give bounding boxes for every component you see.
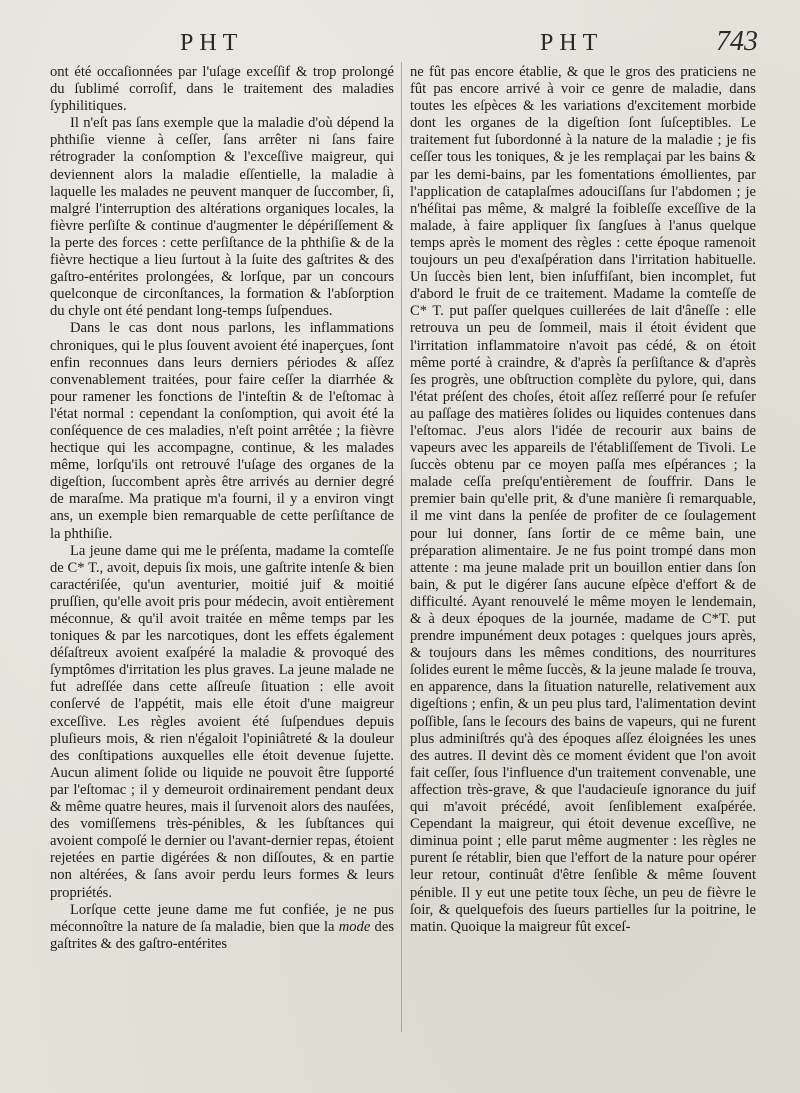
- left-paragraph-4: La jeune dame qui me le préſenta, madame la comteſſe de C* T., avoit, depuis ſix mois, une gaſtrite intenſe & bien caractériſée, qu'un aventurier, moitié juif & moitié pruſſien, qu'elle avoit pris pour médecin, avoit entièrement méconnue, & qu'il avoit traitée en même temps par les toniques & par les narcotiques, dont les effets également déſaſtreux avoient exaſpéré la maladie & provoqué des ſymptômes d'irritation les plus graves. La jeune malade ne fut adreſſée dans cette aſſreuſe ſituation : elle avoit conſervé de l'appétit, mais elle étoit d'une maigreur exceſſive. Les règles avoient été ſuſpendues depuis pluſieurs mois, & rien n'égaloit l'opiniâtreté & la douleur des conſtipations auxquelles elle étoit devenue ſujette. Aucun aliment ſolide ou liquide ne pouvoit être ſupporté par l'eſtomac ; il y demeuroit ordinairement pendant deux & même quatre heures, mais il ſurvenoit alors des nauſées, des vomiſſemens très-pénibles, & les ſubſtances qui avoient compoſé le dernier ou l'avant-dernier repas, étoient rejetées en partie digérées & non diſſoutes, & en partie non altérées, & ſans avoir perdu leurs formes & leurs propriétés.: [50, 542, 394, 901]
- left-paragraph-2: Il n'eſt pas ſans exemple que la maladie d'où dépend la phthiſie vienne à ceſſer, ſans arrêter ni ſans faire rétrograder la conſomption & l'exceſſive maigreur, qui deviennent alors la maladie eſſentielle, la maladie à laquelle les malades ne peuvent manquer de ſuccomber, ſi, malgré l'interruption des altérations organiques locales, la fièvre perſiſte & continue d'augmenter le dépériſſement & la perte des forces : cette perſiſtance de la phthiſie & de la fièvre hectique a lieu ſurtout à la ſuite des gaſtrites & des gaſtro-entérites prolongées, & lorſque, par un concours quelconque de circonſtances, la formation & l'abſorption du chyle ont été pendant long-temps ſuſpendues.: [50, 115, 394, 320]
- left-paragraph-3: Dans le cas dont nous parlons, les inflammations chroniques, qui le plus ſouvent avoient été inaperçues, ſont enfin reconnues dans leurs derniers périodes & aſſez convenablement traitées, pour faire ceſſer la diarrhée & pour ramener les fonctions de l'inteſtin & de l'eſtomac à l'état normal : cependant la conſomption, qui avoit été la conſéquence de ces maladies, n'eſt point arrêtée ; la fièvre hectique qui les accompagne, continue, & les malades même, lorſqu'ils ont retrouvé l'uſage des organes de la digeſtion, ſuccombent après être arrivés au dernier degré de maraſme. Ma pratique m'a fourni, il y a environ vingt ans, un exemple bien remarquable de cette perſiſtance de la phthiſie.: [50, 320, 394, 542]
- running-head-right: PHT: [540, 30, 604, 56]
- left-paragraph-5-end: des gaſtrites & des gaſtro-entérites: [50, 918, 394, 952]
- right-column: [410, 64, 756, 936]
- left-paragraph-5-text: Lorſque cette jeune dame me fut confiée, je ne pus méconnoître la nature de ſa maladie, bien que la: [50, 901, 394, 935]
- italic-word-mode: mode: [338, 918, 371, 935]
- page-header: [0, 26, 800, 60]
- right-paragraph-1: ne fût pas encore établie, & que le gros des praticiens ne fût pas encore arrivé à voir ce genre de maladie, dans toutes les eſpèces & les variations d'excitement morbide dont les organes de la digeſtion ſont ſuſceptibles. Le traitement fut ſubordonné à la nature de la maladie ; je fis ceſſer tous les toniques, & je les remplaçai par les bains & par les demi-bains, par les fomentations émollientes, par l'application de cataplaſmes adouciſſans ſur l'abdomen ; je n'héſitai pas même, & malgré la foibleſſe exceſſive de la malade, à faire appliquer ſix ſangſues à l'anus quelque temps après le moment des règles : cette époque ramenoit toujours un peu d'exaſpération dans l'irritation habituelle. Un ſuccès bien lent, bien inſuffiſant, bien incomplet, fut d'abord le fruit de ce traitement. Madame la comteſſe de C* T. put paſſer quelques cuillerées de lait d'âneſſe : elle retrouva un peu de ſommeil, mais il étoit évident que l'irritation inflammatoire n'avoit pas cédé, & on étoit même porté à craindre, & d'après ſa perſiſtance & d'après ſes progrès, une obſtruction complète du pylore, qui, dans l'état préſent des choſes, étoit aſſez reſſerré pour ſe refuſer au paſſage des matières ſolides ou liquides contenues dans l'eſtomac. J'eus alors l'idée de recourir aux bains de vapeurs avec les appareils de l'établiſſement de Tivoli. Le ſuccès obtenu par ce moyen paſſa mes eſpérances ; la malade ceſſa preſqu'entièrement de ſouffrir. Dans le premier bain qu'elle prit, & d'une manière ſi remarquable, il me vint dans la penſée de profiter de ce ſoulagement pour lui donner, ſans ſortir de ce même bain, une préparation alimentaire. Je ne fus point trompé dans mon attente : ma jeune malade prit un bouillon entier dans ſon bain, & put le digérer ſans aucune eſpèce d'effort & de difficulté. Ayant renouvelé le même moyen le lendemain, & à deux époques de la journée, madame de C*T. put prendre impunément deux potages : quelques jours après, & toujours dans les mêmes conditions, des nourritures ſolides eurent le même ſuccès, & la jeune malade ſe trouva, en apparence, dans la ſituation naturelle, relativement aux digeſtions ; enfin, & un peu plus tard, l'alimentation devint poſſible, ſans le ſecours des bains de vapeurs, qui ne furent plus adminiſtrés qu'à des époques aſſez éloignées les unes des autres. Il devint dès ce moment évident que l'on avoit fait ceſſer, ſous l'influence d'un traitement convenable, une affection très-grave, & que l'audacieuſe ignorance du juif qui m'avoit précédé, avoit ſenſiblement exaſpérée. Cependant la maigreur, qui étoit devenue exceſſive, ne diminua point ; elle parut même augmenter : les règles ne purent ſe rétablir, bien que l'effort de la nature pour opérer leur retour, continuât d'être ſenſible & même ſouvent pénible. Il y eut une petite toux ſèche, un peu de fièvre le ſoir, & quelquefois des ſueurs partielles ſur la poitrine, le matin. Quoique la maigreur fût exceſ-: [410, 64, 756, 935]
- running-head-left: PHT: [180, 30, 244, 56]
- left-column: [50, 64, 394, 953]
- page-number: 743: [716, 26, 758, 57]
- column-divider: [401, 62, 402, 1032]
- left-paragraph-1: ont été occaſionnées par l'uſage exceſſif & trop prolongé du ſublimé corroſif, dans le traitement des maladies ſyphilitiques.: [50, 64, 394, 115]
- left-paragraph-5: [50, 902, 394, 953]
